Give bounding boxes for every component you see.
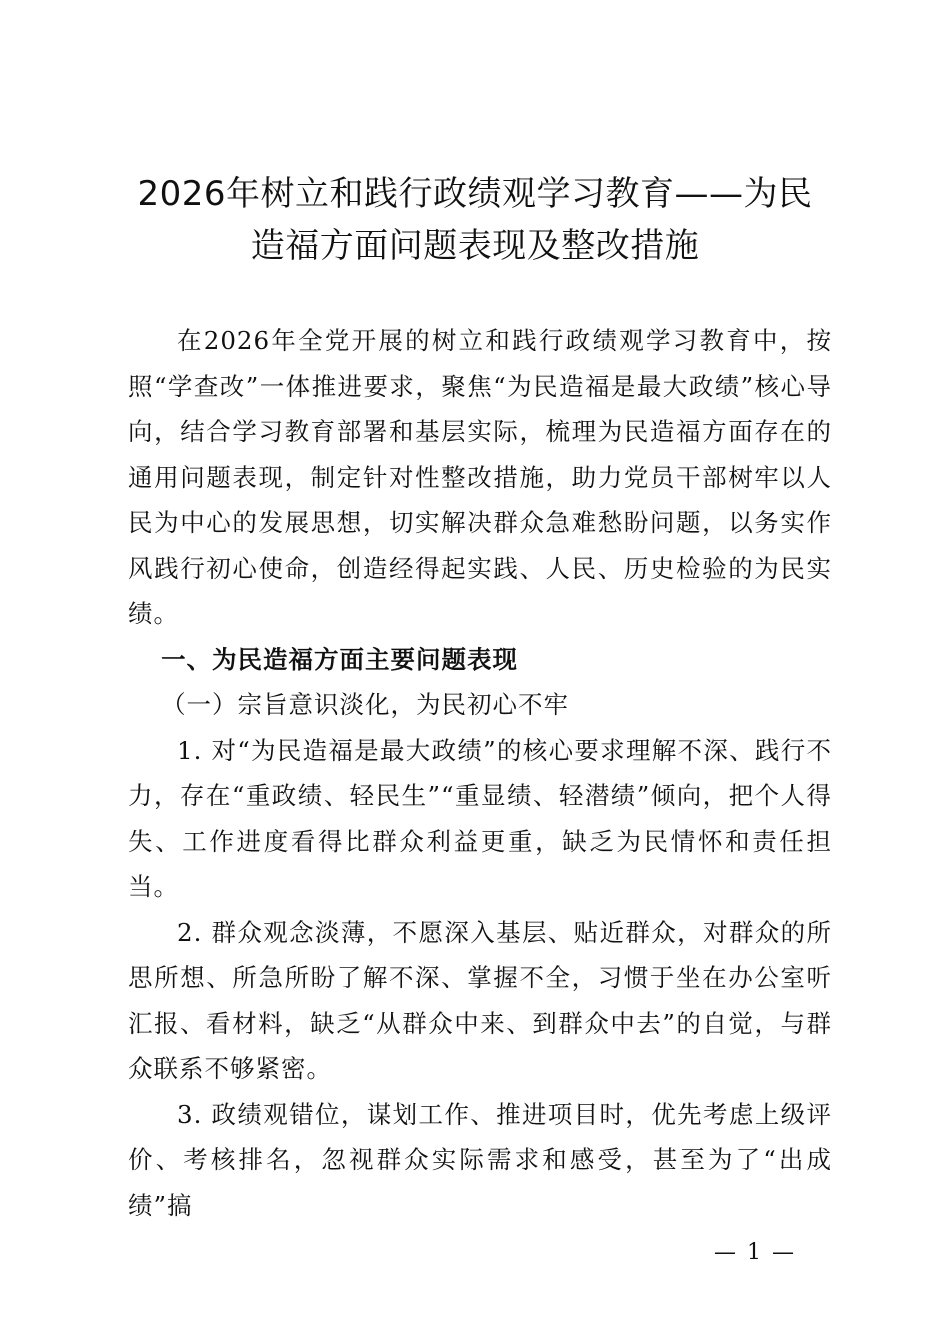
title-line-2: 造福方面问题表现及整改措施 xyxy=(250,226,700,266)
document-title xyxy=(100,168,850,272)
title-line-1: 2026年树立和践行政绩观学习教育——为民 xyxy=(137,174,813,214)
section-heading: 一、为民造福方面主要问题表现 xyxy=(161,644,519,674)
list-item: 3. 政绩观错位，谋划工作、推进项目时，优先考虑上级评价、考核排名，忽视群众实际需求和感受，甚至为了“出成绩”搞 xyxy=(128,1099,832,1220)
page-number: — 1 — xyxy=(714,1240,796,1265)
intro-paragraph: 在2026年全党开展的树立和践行政绩观学习教育中，按照“学查改”一体推进要求，聚焦“为民造福是最大政绩”核心导向，结合学习教育部署和基层实际，梳理为民造福方面存在的通用问题表现，制定针对性整改措施，助力党员干部树牢以人民为中心的发展思想，切实解决群众急难愁盼问题，以务实作风践行初心使命，创造经得起实践、人民、历史检验的为民实绩。 xyxy=(128,326,832,628)
document-body xyxy=(128,318,832,1228)
subsection-heading: （一）宗旨意识淡化，为民初心不牢 xyxy=(161,690,570,719)
list-item: 1. 对“为民造福是最大政绩”的核心要求理解不深、践行不力，存在“重政绩、轻民生”“重显绩、轻潜绩”倾向，把个人得失、工作进度看得比群众利益更重，缺乏为民情怀和责任担当。 xyxy=(128,735,832,901)
list-item: 2. 群众观念淡薄，不愿深入基层、贴近群众，对群众的所思所想、所急所盼了解不深、掌握不全，习惯于坐在办公室听汇报、看材料，缺乏“从群众中来、到群众中去”的自觉，与群众联系不够紧密。 xyxy=(128,917,832,1083)
